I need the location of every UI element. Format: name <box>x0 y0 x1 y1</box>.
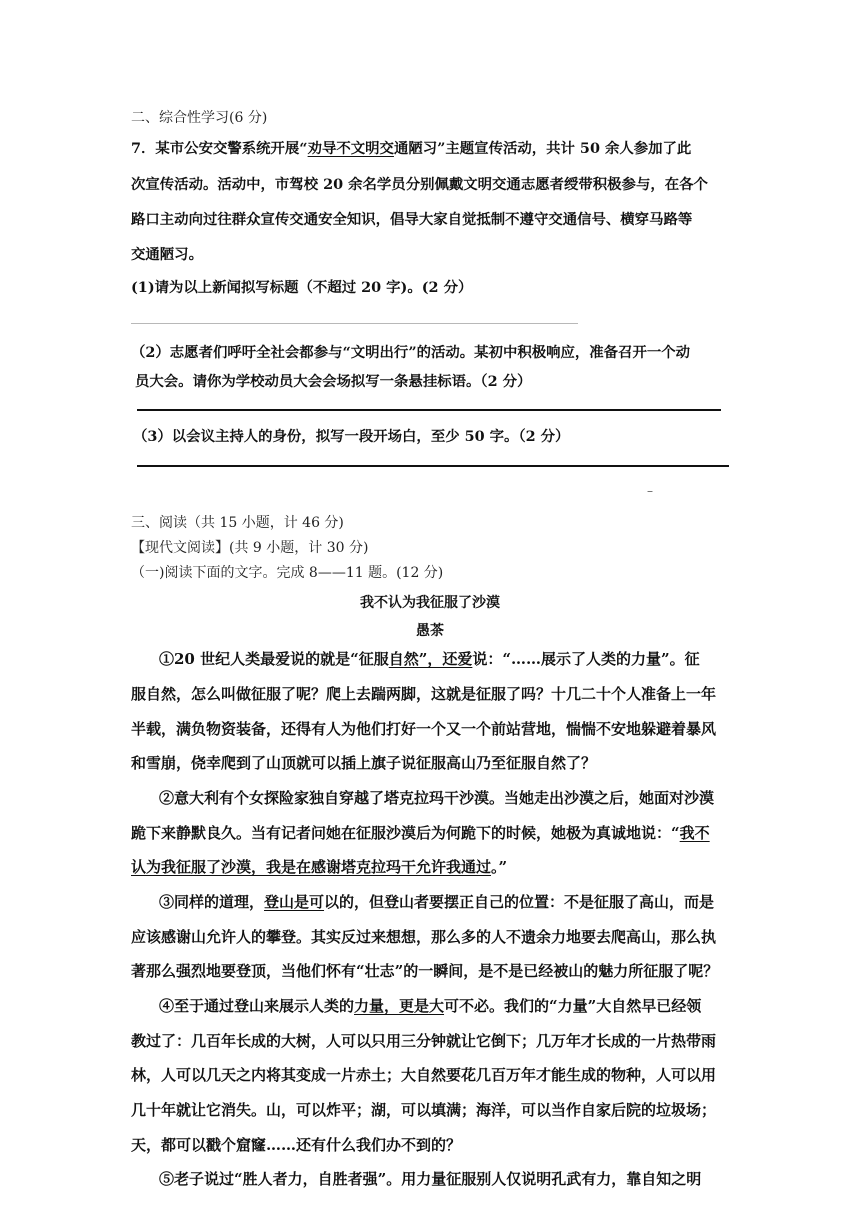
text: 跪下来静默良久。当有记者问她在征服沙漠后为何跪下的时候，她极为真诚地说：“ <box>131 824 680 842</box>
article-title: 我不认为我征服了沙漠 <box>360 595 500 611</box>
paragraph-line: 著那么强烈地要登顶，当他们怀有“壮志”的一瞬间，是不是已经被山的魅力所征服了呢？ <box>131 962 719 980</box>
paragraph-line <box>131 856 507 877</box>
paragraph-line: 应该感谢山允许人的攀登。其实反过来想想，那么多的人不遗余力地要去爬高山，那么执 <box>131 928 717 946</box>
paragraph-line: 几十年就让它消失。山，可以炸平；湖，可以填满；海洋，可以当作自家后院的垃圾场； <box>131 1101 717 1119</box>
question-text: 通陋习”主题宣传活动，共计 50 余人参加了此 <box>393 140 692 157</box>
section-heading: 三、阅读（共 15 小题，计 46 分) <box>131 515 344 531</box>
paragraph-line <box>131 822 710 843</box>
answer-line[interactable] <box>131 323 578 324</box>
sub-question-3: （3）以会议主持人的身份，拟写一段开场白，至少 50 字。（2 分） <box>133 428 570 445</box>
question-line: 次宣传活动。活动中，市驾校 20 余名学员分别佩戴文明交通志愿者绶带积极参与，在各个 <box>131 176 708 193</box>
text: ①20 世纪人类最爱说的就是“征服 <box>159 650 389 668</box>
paragraph-line <box>159 891 714 912</box>
paragraph-line <box>159 648 700 669</box>
paragraph-line: 和雪崩，侥幸爬到了山顶就可以插上旗子说征服高山乃至征服自然了？ <box>131 754 597 772</box>
question-line: 路口主动向过往群众宣传交通安全知识，倡导大家自觉抵制不遵守交通信号、横穿马路等 <box>131 211 693 228</box>
paragraph-line: 半载，满负物资装备，还得有人为他们打好一个又一个前站营地，惴惴不安地躲避着暴风 <box>131 720 717 738</box>
sub-question-2-cont: 员大会。请你为学校动员大会会场拟写一条悬挂标语。（2 分） <box>135 373 532 390</box>
paragraph-line: ⑤老子说过“胜人者力，自胜者强”。用力量征服别人仅说明孔武有力，靠自知之明 <box>159 1170 702 1188</box>
paragraph-line <box>159 995 701 1016</box>
paragraph-line: 服自然，怎么叫做征服了呢？爬上去踹两脚，这就是征服了吗？十几二十个人准备上一年 <box>131 685 717 703</box>
underlined-text: 劝导不文明交 <box>307 140 394 157</box>
underlined-text: 力量，更是大 <box>354 997 445 1015</box>
underlined-text: 自然”，还爱 <box>388 650 473 668</box>
answer-line[interactable] <box>137 465 729 467</box>
question-line: 交通陋习。 <box>131 246 203 263</box>
part-instruction: （一)阅读下面的文字。完成 8——11 题。(12 分) <box>131 565 444 581</box>
underlined-text: 登山是可 <box>264 893 325 911</box>
paragraph-line: ②意大利有个女探险家独自穿越了塔克拉玛干沙漠。当她走出沙漠之后，她面对沙漠 <box>159 789 715 807</box>
text: ③同样的道理， <box>159 893 265 911</box>
paragraph-line: 林，人可以几天之内将其变成一片赤土；大自然要花几百万年才能生成的物种，人可以用 <box>131 1066 717 1084</box>
answer-line[interactable] <box>137 409 721 411</box>
underlined-text: 我不 <box>679 824 710 842</box>
text: 可不必。我们的“力量”大自然早已经领 <box>444 997 702 1015</box>
underlined-text: 认为我征服了沙漠，我是在感谢塔克拉玛干允许我通过 <box>131 858 492 876</box>
text: 以的，但登山者要摆正自己的位置：不是征服了高山，而是 <box>324 893 715 911</box>
dash-mark: – <box>647 484 653 498</box>
sub-question-2: （2）志愿者们呼吁全社会都参与“文明出行”的活动。某初中积极响应，准备召开一个动 <box>131 344 691 361</box>
question-text: 7．某市公安交警系统开展“ <box>131 140 308 157</box>
text: 说：“……展示了人类的力量”。征 <box>472 650 700 668</box>
section-heading: 二、综合性学习(6 分) <box>131 110 268 126</box>
sub-question-1: (1)请为以上新闻拟写标题（不超过 20 字)。(2 分） <box>131 279 473 296</box>
question-line <box>131 137 691 158</box>
paragraph-line: 教过了：几百年长成的大树，人可以只用三分钟就让它倒下；几万年才长成的一片热带雨 <box>131 1032 717 1050</box>
text: ④至于通过登山来展示人类的 <box>159 997 355 1015</box>
article-author: 愚茶 <box>416 623 444 639</box>
paragraph-line: 天，都可以戳个窟窿……还有什么我们办不到的？ <box>131 1136 462 1154</box>
section-subheading: 【现代文阅读】(共 9 小题，计 30 分) <box>131 540 369 556</box>
text: 。” <box>491 858 508 876</box>
